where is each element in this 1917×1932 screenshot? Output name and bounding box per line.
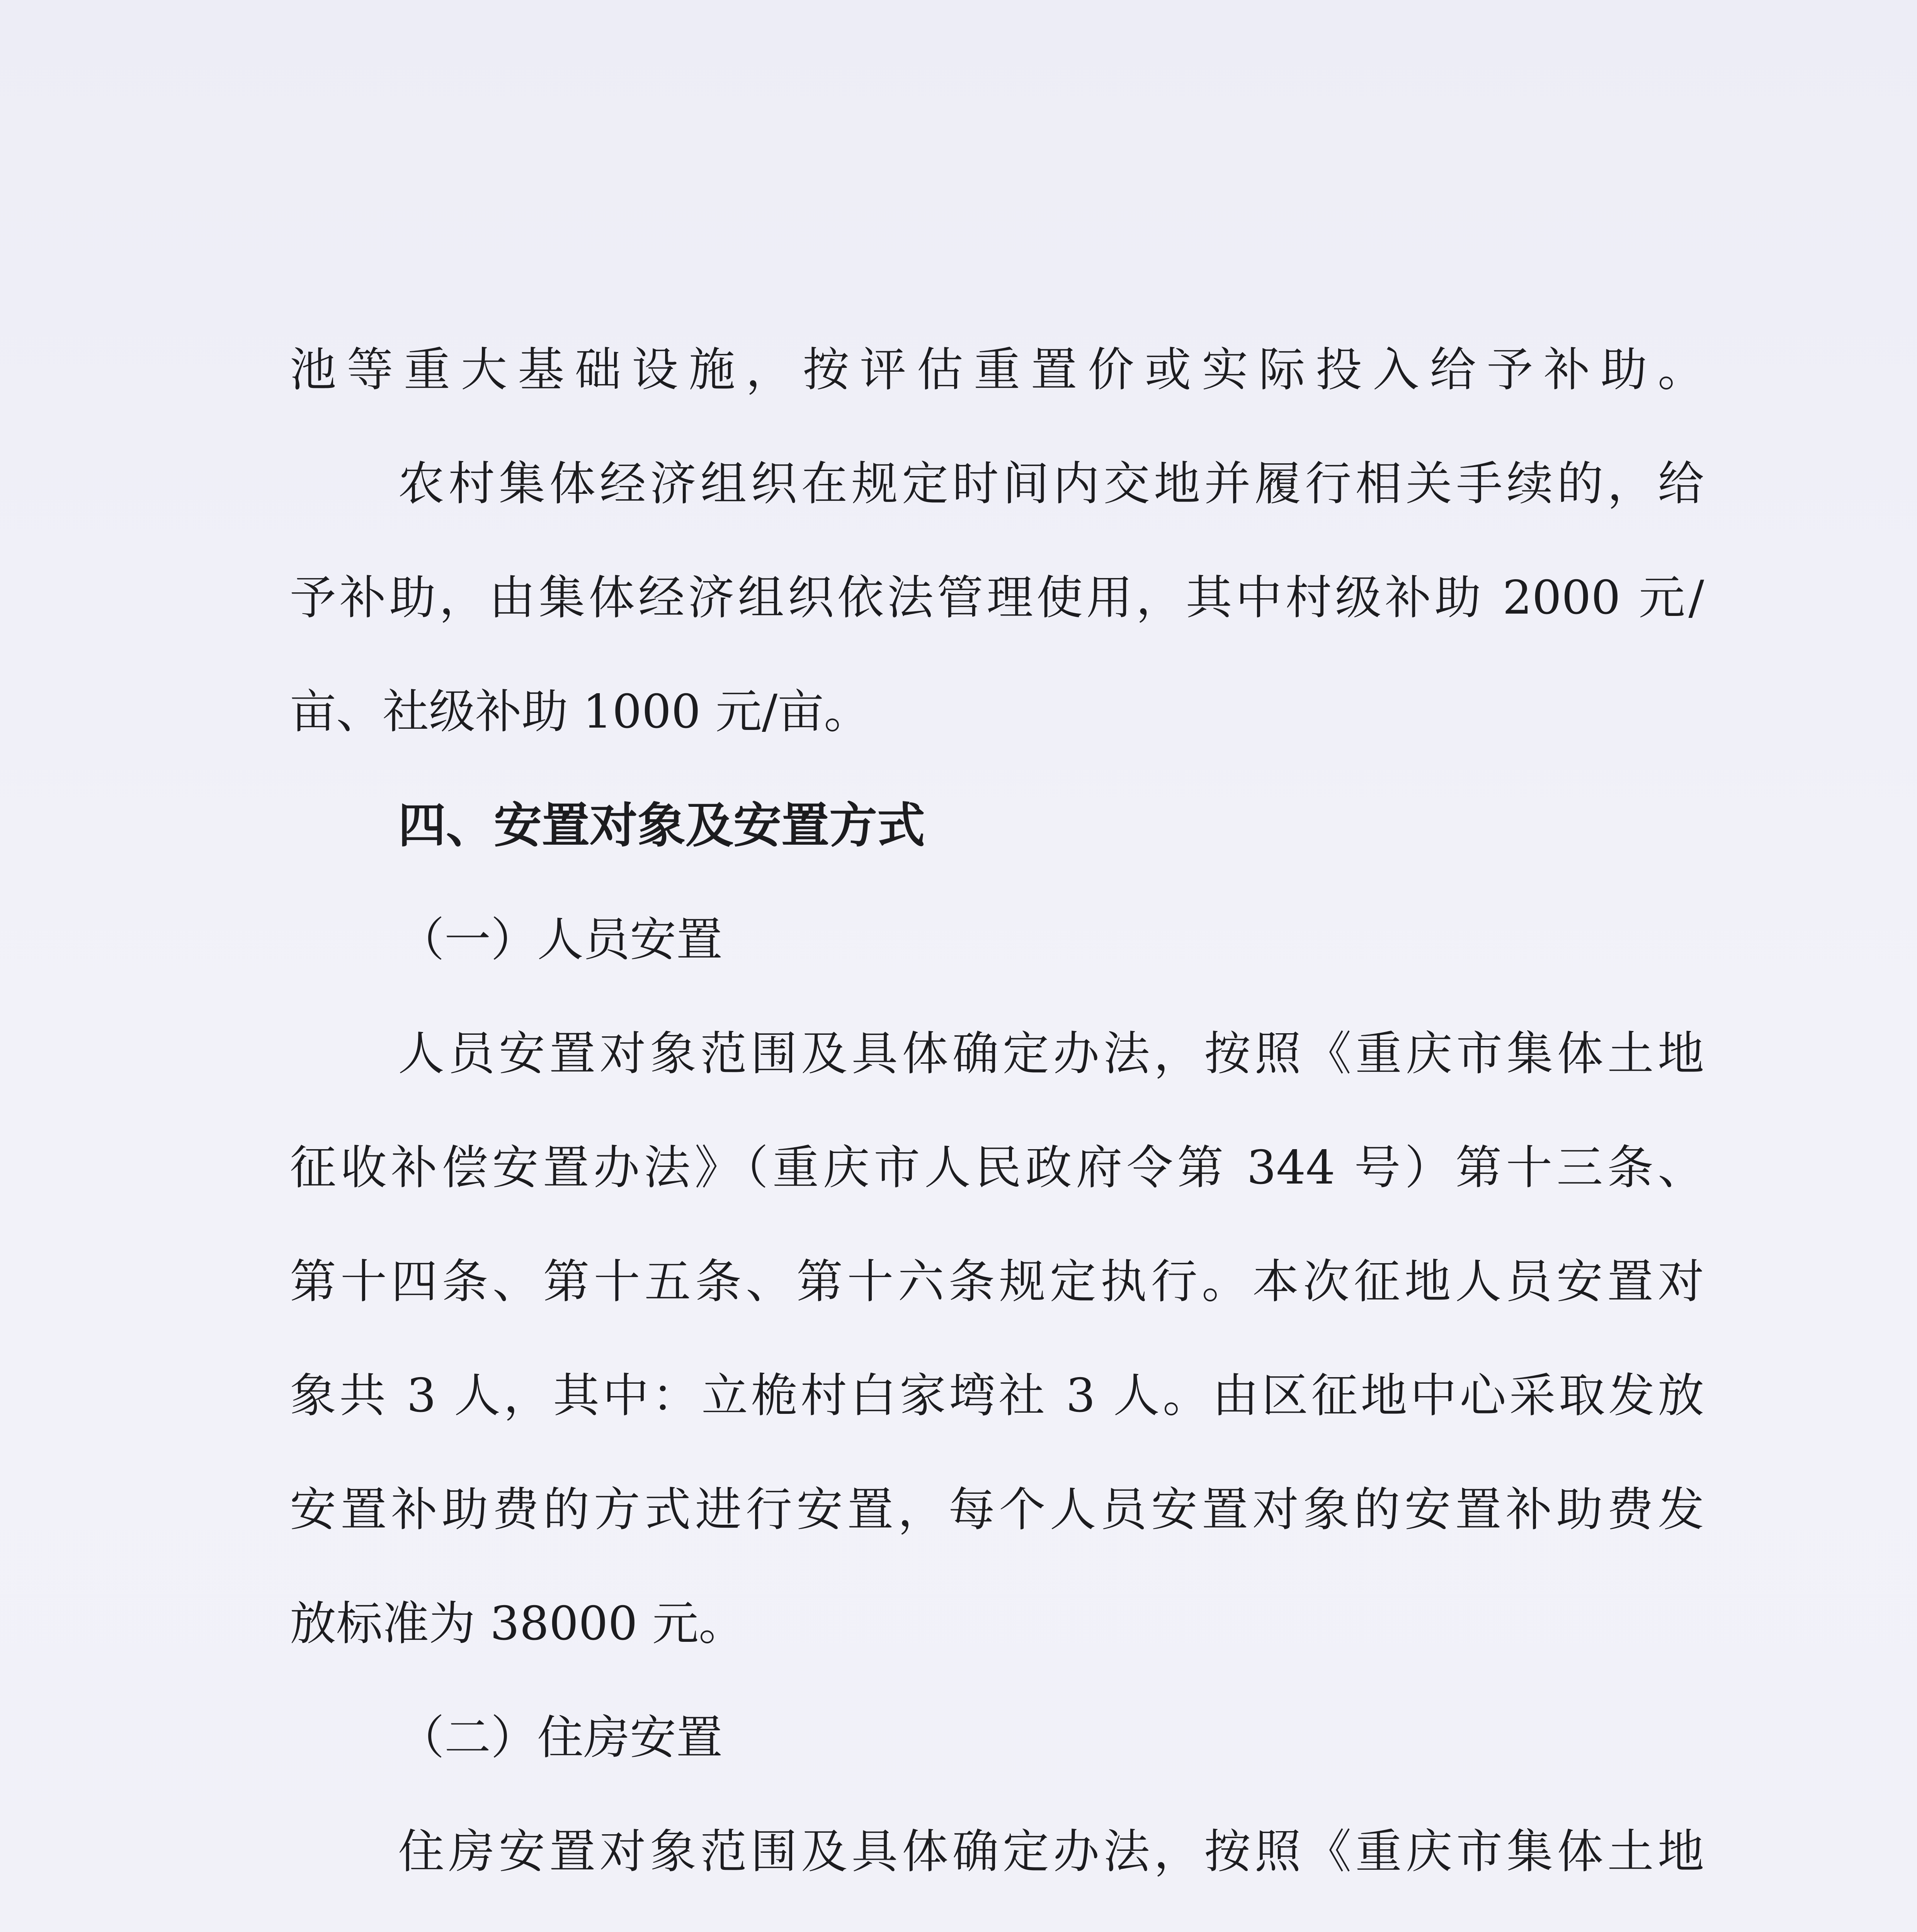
paragraph-line <box>290 1909 1704 1932</box>
paragraph-line: 安置补助费的方式进行安置，每个人员安置对象的安置补助费发 <box>290 1483 1704 1537</box>
paragraph-line: 征收补偿安置办法》（重庆市人民政府令第 344 号）第十三条、 <box>290 1141 1704 1195</box>
paragraph-line: 放标准为 38000 元。 <box>290 1597 745 1651</box>
paragraph-line: 池等重大基础设施，按评估重置价或实际投入给予补助。 <box>290 343 1704 397</box>
paragraph-line: 人员安置对象范围及具体确定办法，按照《重庆市集体土地 <box>398 1027 1704 1081</box>
subsection-heading: （二）住房安置 <box>398 1711 723 1765</box>
document-body <box>290 313 1704 1932</box>
paragraph-line: 住房安置对象范围及具体确定办法，按照《重庆市集体土地 <box>398 1825 1704 1879</box>
paragraph-line: 农村集体经济组织在规定时间内交地并履行相关手续的，给 <box>398 457 1704 511</box>
paragraph-line: 第十四条、第十五条、第十六条规定执行。本次征地人员安置对 <box>290 1255 1704 1309</box>
paragraph-line: 亩、社级补助 1000 元/亩。 <box>290 685 871 739</box>
paragraph-line: 象共 3 人，其中：立桅村白家塆社 3 人。由区征地中心采取发放 <box>290 1369 1704 1423</box>
paragraph-line: 予补助，由集体经济组织依法管理使用，其中村级补助 2000 元/ <box>290 571 1704 625</box>
subsection-heading: （一）人员安置 <box>398 913 723 967</box>
section-heading: 四、安置对象及安置方式 <box>398 798 925 854</box>
